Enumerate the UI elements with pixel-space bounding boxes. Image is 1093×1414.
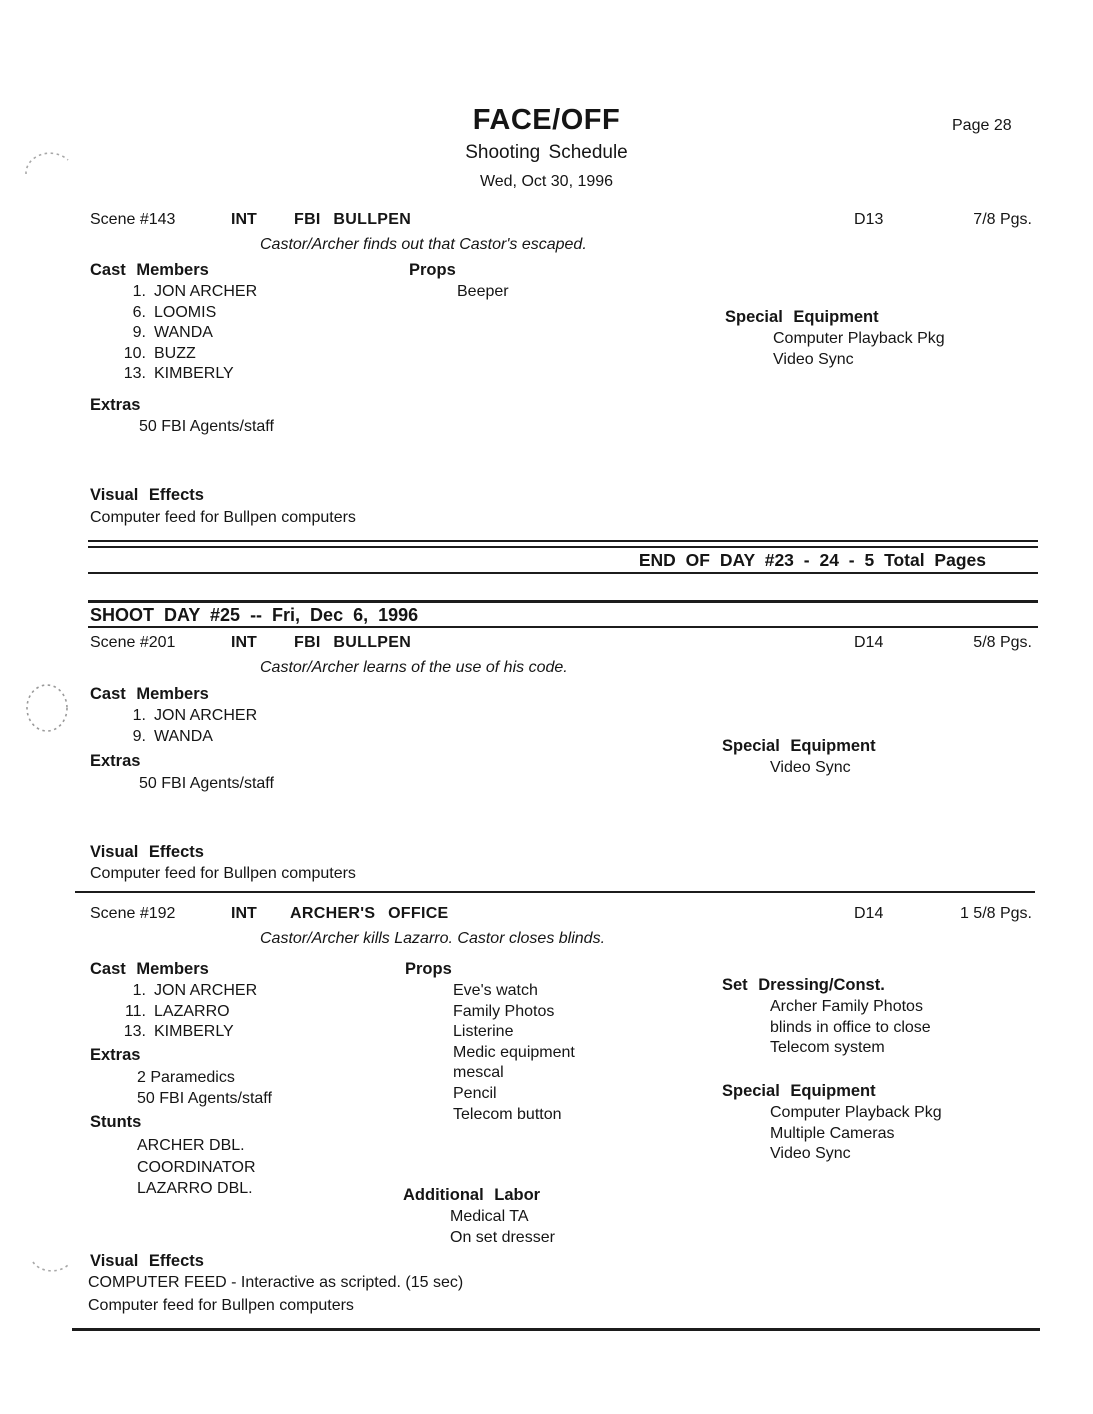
equipment-item: Video Sync (770, 1145, 851, 1163)
vfx-item: Computer feed for Bullpen computers (90, 509, 356, 526)
equipment-item: Multiple Cameras (770, 1124, 895, 1142)
additional-labor-list (450, 1207, 555, 1248)
labor-item: On set dresser (450, 1228, 555, 1246)
divider-line (88, 540, 1038, 542)
additional-labor-heading: Additional Labor (403, 1186, 541, 1204)
cast-name: WANDA (154, 727, 213, 745)
scene-page-count: 5/8 Pgs. (973, 634, 1032, 651)
scene-set-name: ARCHER'S OFFICE (290, 905, 449, 922)
cast-name: LAZARRO (154, 1002, 230, 1020)
hole-punch-mark-middle (24, 682, 72, 736)
stunts-list (137, 1135, 256, 1200)
cast-member-row (90, 706, 257, 727)
extras-list (139, 417, 274, 438)
equipment-item: Computer Playback Pkg (773, 330, 945, 347)
visual-effects-list (90, 864, 356, 885)
vfx-item: Computer feed for Bullpen computers (88, 1296, 354, 1314)
special-equipment-heading: Special Equipment (725, 308, 879, 326)
cast-members-list (90, 706, 257, 747)
divider-line (75, 891, 1035, 893)
scene-label: Scene #192 (90, 905, 176, 922)
cast-member-row (90, 1002, 257, 1023)
prop-item: Family Photos (453, 1002, 555, 1020)
special-equipment-list (770, 758, 851, 779)
extras-item: 50 FBI Agents/staff (139, 418, 274, 435)
prop-item: Telecom button (453, 1105, 562, 1123)
prop-item: Medic equipment (453, 1043, 575, 1061)
labor-item: Medical TA (450, 1208, 529, 1225)
props-heading: Props (409, 261, 456, 279)
scene-description: Castor/Archer finds out that Castor's escaped. (260, 236, 587, 253)
scene-page-count: 1 5/8 Pgs. (959, 905, 1032, 922)
end-of-day-banner: END OF DAY #23 - 24 - 5 Total Pages (638, 550, 986, 570)
scene-label: Scene #201 (90, 634, 176, 651)
cast-number: 11. (124, 1002, 146, 1020)
vfx-item: Computer feed for Bullpen computers (90, 865, 356, 882)
set-dressing-item: blinds in office to close (770, 1018, 931, 1036)
divider-line (88, 546, 1038, 548)
stunt-item: COORDINATOR (137, 1158, 256, 1176)
cast-members-heading: Cast Members (90, 960, 209, 978)
cast-number: 1. (132, 982, 146, 999)
special-equipment-list (770, 1103, 942, 1165)
cast-member-row (90, 1022, 257, 1043)
extras-heading: Extras (90, 752, 141, 770)
vfx-item: COMPUTER FEED - Interactive as scripted. (15 sec) (88, 1274, 464, 1291)
cast-member-row (90, 727, 257, 748)
special-equipment-list (773, 329, 945, 370)
divider-line (88, 572, 1038, 574)
scene-day-night: D14 (854, 905, 884, 922)
props-list (453, 981, 575, 1125)
cast-member-row (90, 323, 257, 344)
cast-name: JON ARCHER (154, 982, 258, 999)
equipment-item: Video Sync (773, 350, 854, 368)
extras-list (139, 774, 274, 795)
equipment-item: Computer Playback Pkg (770, 1104, 942, 1121)
cast-member-row (90, 303, 257, 324)
divider-line (72, 1328, 1040, 1331)
extras-item: 2 Paramedics (137, 1069, 235, 1086)
visual-effects-heading: Visual Effects (90, 486, 204, 504)
cast-name: JON ARCHER (154, 283, 258, 300)
cast-members-heading: Cast Members (90, 685, 209, 703)
visual-effects-heading: Visual Effects (90, 843, 204, 861)
cast-number: 1. (132, 707, 146, 724)
extras-list (137, 1068, 272, 1109)
set-dressing-list (770, 997, 931, 1059)
doc-subtitle: Shooting Schedule (465, 142, 628, 163)
extras-heading: Extras (90, 396, 141, 414)
cast-number: 13. (123, 365, 146, 383)
scene-set-name: FBI BULLPEN (294, 211, 412, 228)
doc-date: Wed, Oct 30, 1996 (479, 173, 614, 190)
prop-item: Listerine (453, 1023, 514, 1041)
cast-member-row (90, 981, 257, 1002)
extras-item: 50 FBI Agents/staff (137, 1089, 272, 1107)
scene-int-ext: INT (231, 211, 257, 228)
prop-item: mescal (453, 1064, 504, 1082)
cast-members-heading: Cast Members (90, 261, 209, 279)
cast-number: 1. (132, 283, 146, 300)
cast-name: LOOMIS (154, 303, 217, 321)
prop-item: Pencil (453, 1084, 497, 1102)
scene-int-ext: INT (231, 634, 257, 651)
scene-page-count: 7/8 Pgs. (973, 211, 1032, 228)
props-list (457, 282, 509, 303)
set-dressing-item: Telecom system (770, 1039, 885, 1057)
cast-members-list (90, 282, 257, 385)
visual-effects-list (88, 1272, 463, 1317)
set-dressing-item: Archer Family Photos (770, 998, 923, 1015)
scene-int-ext: INT (231, 905, 257, 922)
visual-effects-list (90, 508, 356, 529)
cast-number: 13. (123, 1023, 146, 1041)
prop-item: Eve's watch (453, 982, 538, 999)
cast-name: JON ARCHER (154, 707, 258, 724)
set-dressing-heading: Set Dressing/Const. (722, 976, 885, 994)
cast-member-row (90, 282, 257, 303)
cast-members-list (90, 981, 257, 1043)
cast-member-row (90, 364, 257, 385)
cast-number: 9. (132, 324, 146, 342)
cast-number: 10. (123, 344, 146, 362)
equipment-item: Video Sync (770, 759, 851, 776)
cast-name: KIMBERLY (154, 1023, 234, 1041)
cast-number: 6. (132, 303, 146, 321)
scene-label: Scene #143 (90, 211, 176, 228)
shoot-day-banner: SHOOT DAY #25 -- Fri, Dec 6, 1996 (90, 605, 419, 625)
scene-description: Castor/Archer kills Lazarro. Castor closes blinds. (260, 930, 606, 947)
cast-name: KIMBERLY (154, 365, 234, 383)
cast-number: 9. (132, 727, 146, 745)
cast-name: BUZZ (154, 344, 196, 362)
divider-line (88, 600, 1038, 603)
extras-heading: Extras (90, 1046, 141, 1064)
stunts-heading: Stunts (90, 1113, 142, 1131)
scene-set-name: FBI BULLPEN (294, 634, 412, 651)
prop-item: Beeper (457, 283, 509, 300)
stunt-item: LAZARRO DBL. (137, 1180, 253, 1197)
scene-day-night: D13 (854, 211, 884, 228)
page-number: Page 28 (952, 117, 1012, 134)
visual-effects-heading: Visual Effects (90, 1252, 204, 1270)
scene-day-night: D14 (854, 634, 884, 651)
cast-member-row (90, 344, 257, 365)
cast-name: WANDA (154, 324, 213, 342)
divider-line (88, 626, 1038, 628)
extras-item: 50 FBI Agents/staff (139, 775, 274, 792)
special-equipment-heading: Special Equipment (722, 1082, 876, 1100)
props-heading: Props (405, 960, 452, 978)
page-title: FACE/OFF (472, 104, 621, 136)
special-equipment-heading: Special Equipment (722, 737, 876, 755)
hole-punch-mark-bottom (30, 1256, 72, 1280)
stunt-item: ARCHER DBL. (137, 1137, 245, 1154)
scene-description: Castor/Archer learns of the use of his code. (260, 659, 568, 676)
